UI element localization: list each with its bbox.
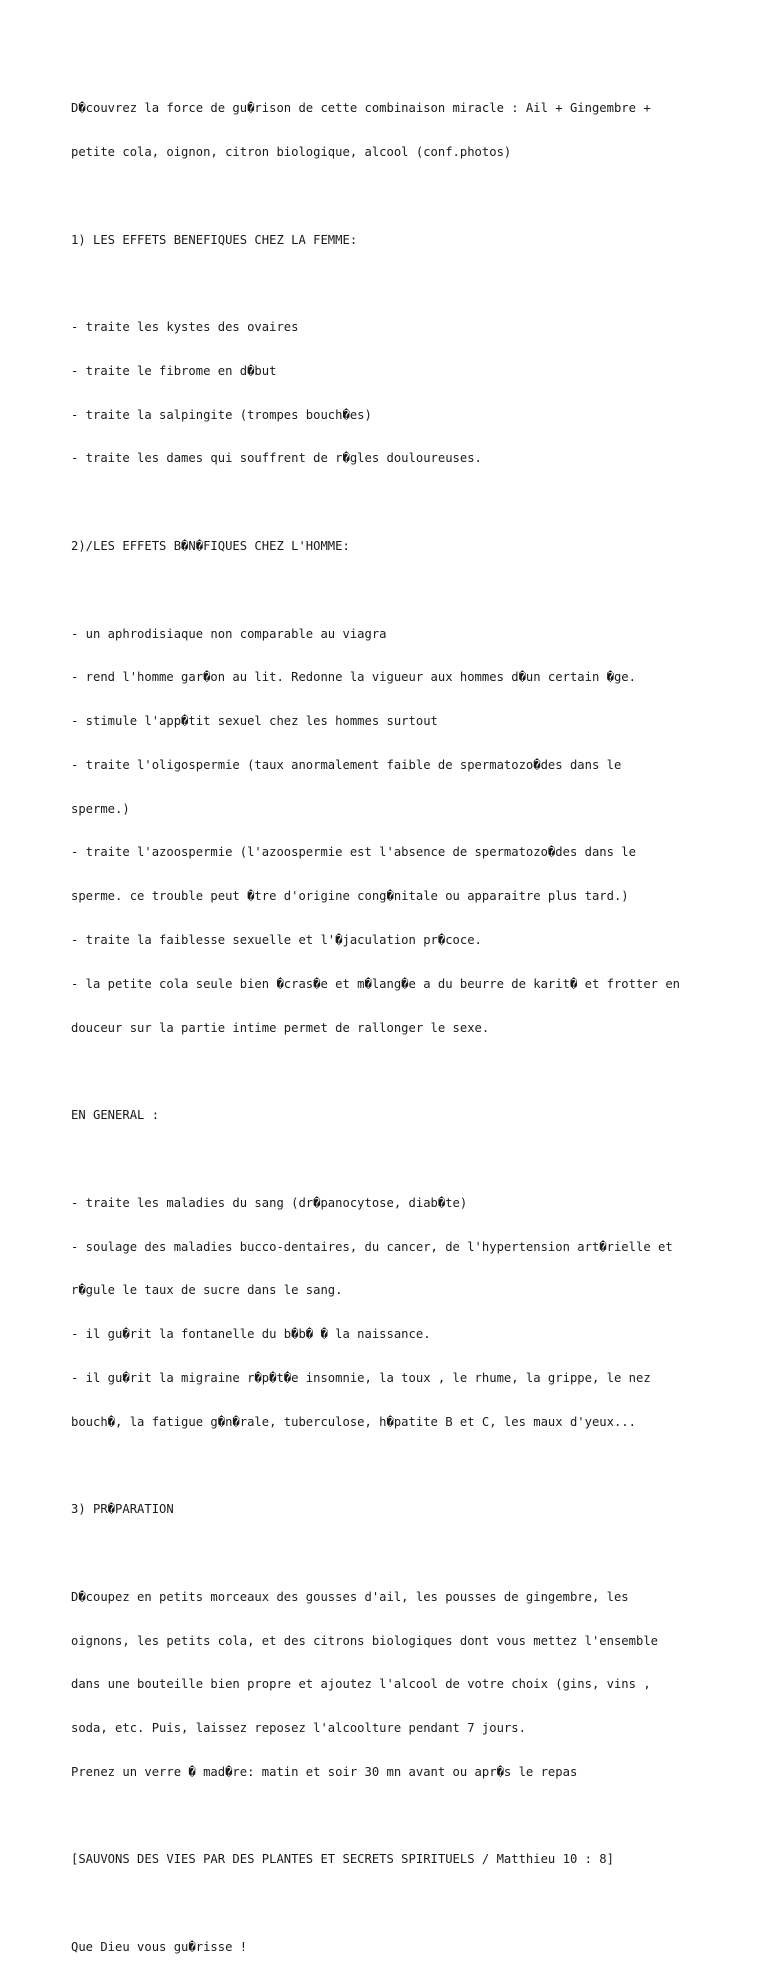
list-item: - traite l'oligospermie (taux anormalement faible de spermatozo�des dans le (71, 757, 622, 772)
section-heading-preparation: 3) PR�PARATION (71, 1502, 174, 1517)
section-heading-general: EN GENERAL : (71, 1108, 160, 1123)
text-line: petite cola, oignon, citron biologique, alcool (conf.photos) (71, 144, 512, 159)
text-line: D�couvrez la force de gu�rison de cette combinaison miracle : Ail + Gingembre + (71, 101, 651, 116)
list-item: - traite les maladies du sang (dr�panocytose, diab�te) (71, 1195, 468, 1210)
list-item: - traite les dames qui souffrent de r�gles douloureuses. (71, 451, 482, 466)
blank-line (71, 495, 731, 510)
text-line: Prenez un verre � mad�re: matin et soir 30 mn avant ou apr�s le repas (71, 1764, 578, 1779)
blank-line (71, 1896, 731, 1911)
blank-line (71, 1064, 731, 1079)
list-item: - il gu�rit la migraine r�p�t�e insomnie, la toux , le rhume, la grippe, le nez (71, 1370, 651, 1385)
list-item: - rend l'homme gar�on au lit. Redonne la vigueur aux hommes d�un certain �ge. (71, 670, 636, 685)
text-line: dans une bouteille bien propre et ajoutez l'alcool de votre choix (gins, vins , (71, 1677, 651, 1692)
text-line: r�gule le taux de sucre dans le sang. (71, 1283, 343, 1298)
section-heading-men: 2)/LES EFFETS B�N�FIQUES CHEZ L'HOMME: (71, 539, 350, 553)
text-line: sperme.) (71, 801, 130, 816)
bracketed-motto: [SAUVONS DES VIES PAR DES PLANTES ET SECRETS SPIRITUELS / Matthieu 10 : 8] (71, 1852, 614, 1867)
text-line: sperme. ce trouble peut �tre d'origine cong�nitale ou apparaitre plus tard.) (71, 889, 629, 904)
blank-line (71, 276, 731, 291)
text-line: soda, etc. Puis, laissez reposez l'alcoolture pendant 7 jours. (71, 1721, 526, 1736)
list-item: - traite la salpingite (trompes bouch�es) (71, 407, 372, 422)
blank-line (71, 1458, 731, 1473)
text-line: oignons, les petits cola, et des citrons biologiques dont vous mettez l'ensemble (71, 1633, 658, 1648)
blank-line (71, 1809, 731, 1824)
list-item: - traite l'azoospermie (l'azoospermie est l'absence de spermatozo�des dans le (71, 845, 636, 860)
list-item: - traite les kystes des ovaires (71, 320, 299, 335)
list-item: - traite le fibrome en d�but (71, 363, 277, 378)
list-item: - un aphrodisiaque non comparable au viagra (71, 626, 387, 641)
blank-line (71, 1546, 731, 1561)
text-line: D�coupez en petits morceaux des gousses d'ail, les pousses de gingembre, les (71, 1589, 629, 1604)
blank-line (71, 189, 731, 204)
blank-line (71, 1152, 731, 1167)
list-item: - la petite cola seule bien �cras�e et m�lang�e a du beurre de karit� et frotter en (71, 976, 681, 991)
list-item: - soulage des maladies bucco-dentaires, du cancer, de l'hypertension art�rielle et (71, 1239, 673, 1254)
list-item: - il gu�rit la fontanelle du b�b� � la naissance. (71, 1327, 431, 1342)
text-line: douceur sur la partie intime permet de rallonger le sexe. (71, 1020, 490, 1035)
section-heading-women: 1) LES EFFETS BENEFIQUES CHEZ LA FEMME: (71, 232, 358, 247)
list-item: - stimule l'app�tit sexuel chez les hommes surtout (71, 714, 438, 729)
blank-line (71, 583, 731, 598)
document-body (71, 72, 731, 1969)
text-line: bouch�, la fatigue g�n�rale, tuberculose, h�patite B et C, les maux d'yeux... (71, 1414, 636, 1429)
closing-line: Que Dieu vous gu�risse ! (71, 1940, 248, 1954)
list-item: - traite la faiblesse sexuelle et l'�jaculation pr�coce. (71, 933, 482, 948)
